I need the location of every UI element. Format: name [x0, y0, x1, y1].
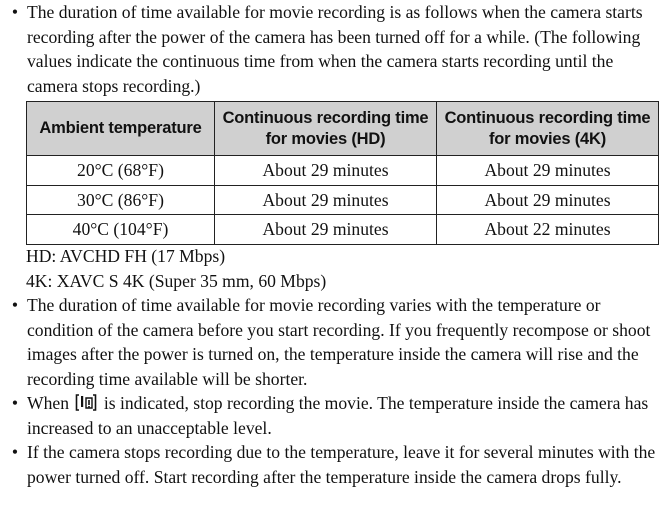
cell-temperature: 40°C (104°F)	[27, 215, 215, 245]
bullet-text-before-icon: When	[27, 393, 70, 413]
note-4k-format: 4K: XAVC S 4K (Super 35 mm, 60 Mbps)	[26, 270, 327, 291]
bullet-marker: •	[11, 442, 19, 462]
bullet-overheat-warning	[0, 391, 666, 440]
bullet-marker: •	[11, 393, 19, 413]
cell-temperature: 20°C (68°F)	[27, 156, 215, 186]
recording-time-table-container	[26, 101, 658, 245]
cell-hd-time: About 29 minutes	[215, 215, 437, 245]
bullet-marker: •	[11, 295, 19, 315]
header-ambient-temperature: Ambient temperature	[27, 102, 215, 156]
cell-4k-time: About 29 minutes	[437, 156, 659, 186]
note-hd-format: HD: AVCHD FH (17 Mbps)	[26, 246, 226, 266]
table-row	[27, 215, 659, 245]
cell-temperature: 30°C (86°F)	[27, 185, 215, 215]
table-row	[27, 156, 659, 186]
bullet-text-container	[27, 391, 658, 440]
bullet-text: The duration of time available for movie recording varies with the temperature or condition of the camera before you start recording. If you frequently recompose or shoot images after the power is turned on, the temperature inside the camera will rise and the recording time available will be shorter.	[27, 295, 651, 389]
cell-4k-time: About 22 minutes	[437, 215, 659, 245]
bullet-text: The duration of time available for movie recording is as follows when the camera starts recording after the power of the camera has been turned off for a while. (The following values indicate the continuous time from when the camera starts recording until the camera stops recording.)	[27, 2, 643, 96]
bullet-recording-stopped	[0, 440, 666, 489]
header-recording-time-hd: Continuous recording time for movies (HD)	[215, 102, 437, 156]
format-notes	[26, 244, 326, 293]
recording-time-table	[26, 101, 659, 245]
bullet-marker: •	[11, 2, 19, 22]
table-header-row	[27, 102, 659, 156]
bullet-text: If the camera stops recording due to the temperature, leave it for several minutes with the power turned off. Start recording after the temperature inside the camera drops fully.	[27, 442, 656, 487]
cell-4k-time: About 29 minutes	[437, 185, 659, 215]
bullet-text-after-icon: is indicated, stop recording the movie. The temperature inside the camera has increased to an unacceptable level.	[27, 393, 649, 438]
table-row	[27, 185, 659, 215]
bullet-recording-duration	[0, 0, 666, 98]
cell-hd-time: About 29 minutes	[215, 185, 437, 215]
overheat-warning-icon	[75, 394, 97, 411]
header-recording-time-4k: Continuous recording time for movies (4K)	[437, 102, 659, 156]
cell-hd-time: About 29 minutes	[215, 156, 437, 186]
bullet-temperature-variation	[0, 293, 666, 391]
